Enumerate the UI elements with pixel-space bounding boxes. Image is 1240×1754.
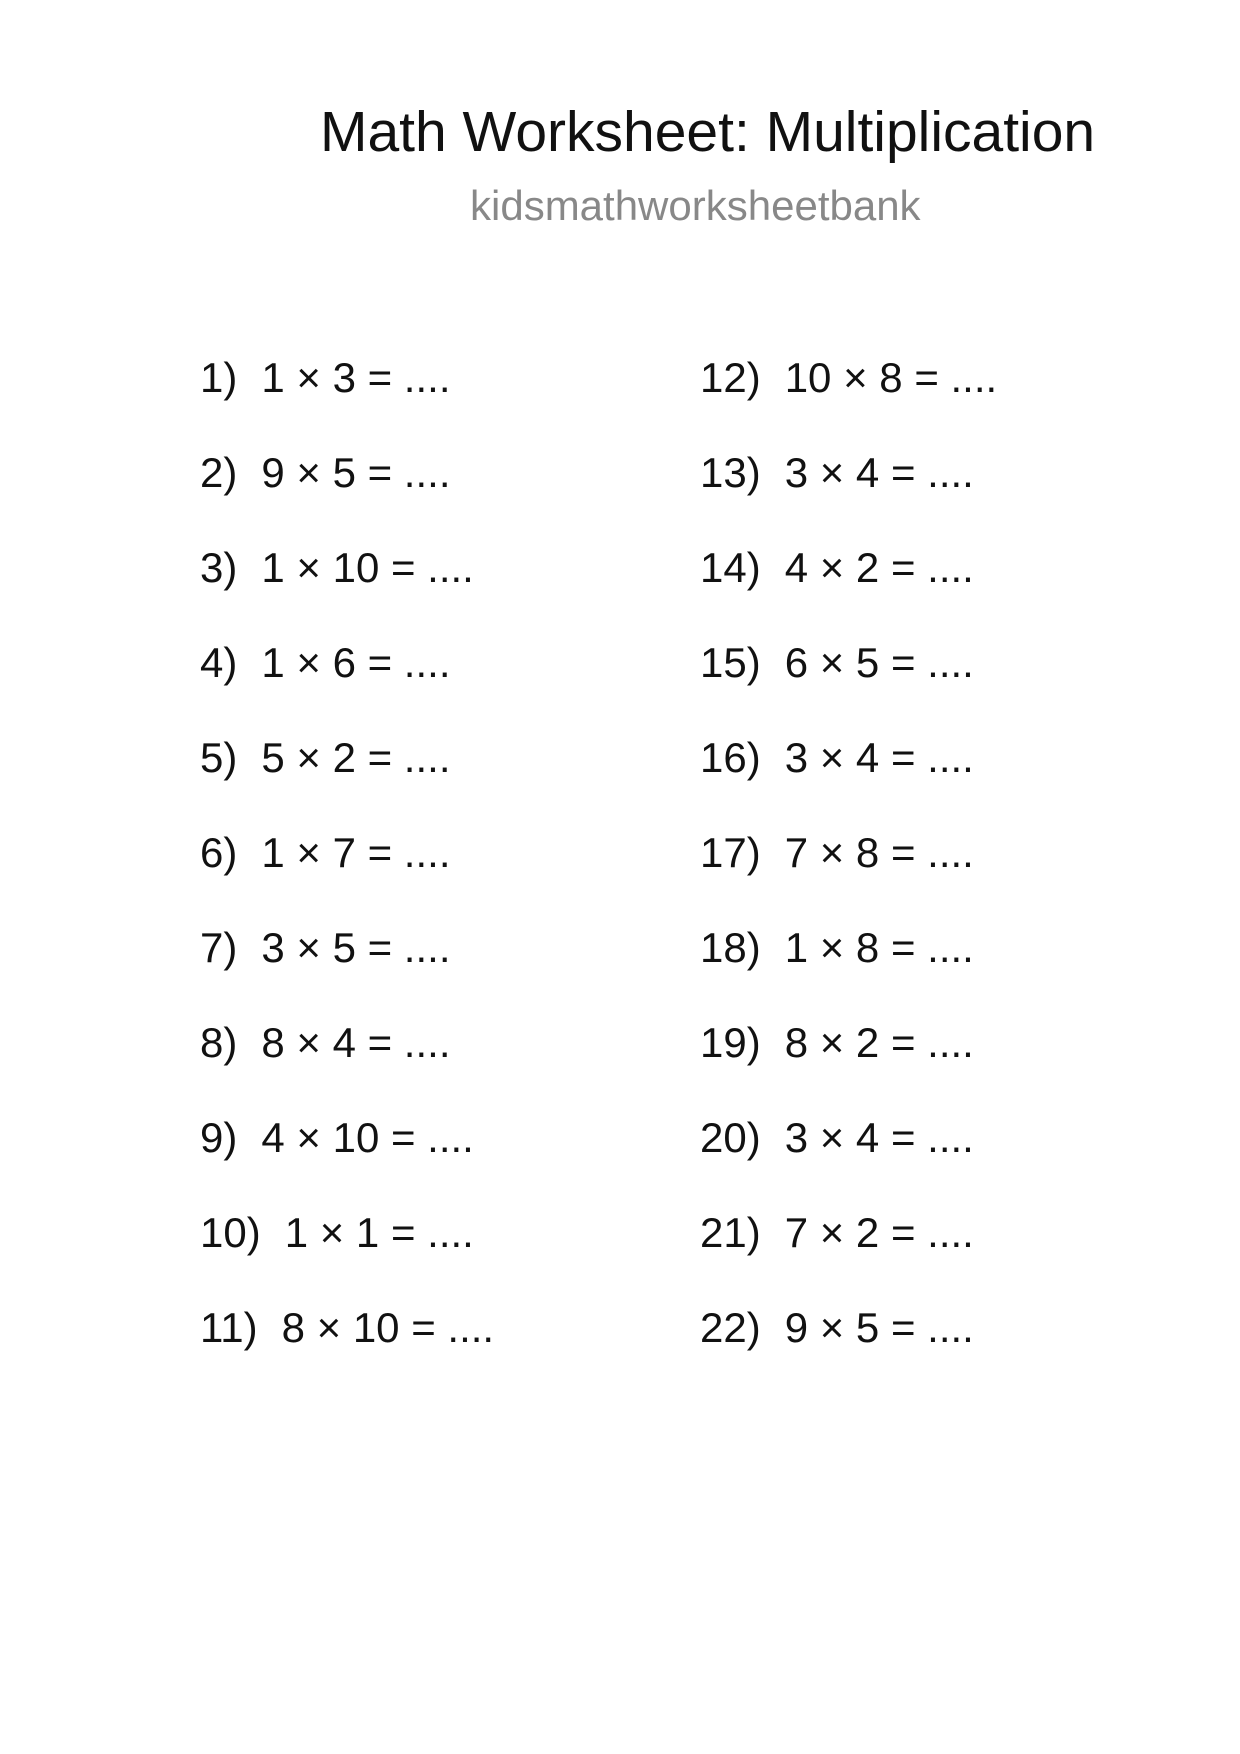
problem-item (200, 823, 680, 918)
problem-expression: 1 × 8 = .... (784, 924, 974, 971)
problem-number: 16) (700, 734, 761, 781)
problem-number: 12) (700, 354, 761, 401)
problem-number: 10) (200, 1209, 261, 1256)
problem-item (700, 1108, 1180, 1203)
problem-item (200, 728, 680, 823)
problem-item (200, 918, 680, 1013)
problem-number: 18) (700, 924, 761, 971)
problem-expression: 1 × 1 = .... (284, 1209, 474, 1256)
problem-item (200, 443, 680, 538)
problem-item (200, 1108, 680, 1203)
problem-expression: 3 × 5 = .... (261, 924, 451, 971)
problem-number: 21) (700, 1209, 761, 1256)
problem-item (200, 1013, 680, 1108)
problem-expression: 3 × 4 = .... (784, 1114, 974, 1161)
problem-expression: 1 × 7 = .... (261, 829, 451, 876)
problem-item (700, 1298, 1180, 1393)
problem-expression: 4 × 10 = .... (261, 1114, 474, 1161)
problem-expression: 7 × 8 = .... (784, 829, 974, 876)
problem-item (200, 348, 680, 443)
problem-expression: 5 × 2 = .... (261, 734, 451, 781)
problem-number: 13) (700, 449, 761, 496)
problem-expression: 6 × 5 = .... (784, 639, 974, 686)
problem-number: 15) (700, 639, 761, 686)
problem-expression: 8 × 2 = .... (784, 1019, 974, 1066)
problem-column-left (200, 348, 680, 1393)
problem-item (700, 348, 1180, 443)
problem-expression: 10 × 8 = .... (784, 354, 998, 401)
problem-item (700, 1013, 1180, 1108)
problem-item (200, 1203, 680, 1298)
problem-number: 4) (200, 639, 238, 686)
problem-item (200, 1298, 680, 1393)
problem-expression: 3 × 4 = .... (784, 734, 974, 781)
problem-expression: 1 × 10 = .... (261, 544, 474, 591)
problem-number: 20) (700, 1114, 761, 1161)
problem-expression: 1 × 3 = .... (261, 354, 451, 401)
problem-number: 5) (200, 734, 238, 781)
problem-number: 3) (200, 544, 238, 591)
problem-expression: 8 × 4 = .... (261, 1019, 451, 1066)
problem-number: 14) (700, 544, 761, 591)
problem-column-right (700, 348, 1180, 1393)
problem-item (200, 538, 680, 633)
problem-item (700, 918, 1180, 1013)
problem-item (700, 443, 1180, 538)
problem-item (700, 538, 1180, 633)
problem-number: 22) (700, 1304, 761, 1351)
problem-expression: 7 × 2 = .... (784, 1209, 974, 1256)
problem-number: 19) (700, 1019, 761, 1066)
problem-number: 7) (200, 924, 238, 971)
problem-expression: 1 × 6 = .... (261, 639, 451, 686)
page-subtitle: kidsmathworksheetbank (470, 182, 921, 229)
problem-number: 11) (200, 1304, 258, 1351)
problem-number: 17) (700, 829, 761, 876)
problem-item (700, 633, 1180, 728)
problem-item (700, 1203, 1180, 1298)
page-title: Math Worksheet: Multiplication (320, 100, 1096, 164)
problem-item (200, 633, 680, 728)
problem-number: 9) (200, 1114, 238, 1161)
problem-number: 1) (200, 354, 238, 401)
problem-item (700, 823, 1180, 918)
problem-expression: 4 × 2 = .... (784, 544, 974, 591)
problem-number: 2) (200, 449, 238, 496)
problem-number: 6) (200, 829, 238, 876)
problem-expression: 9 × 5 = .... (261, 449, 451, 496)
problem-number: 8) (200, 1019, 238, 1066)
problem-item (700, 728, 1180, 823)
problem-expression: 8 × 10 = .... (281, 1304, 495, 1351)
problem-expression: 9 × 5 = .... (784, 1304, 974, 1351)
problem-expression: 3 × 4 = .... (784, 449, 974, 496)
